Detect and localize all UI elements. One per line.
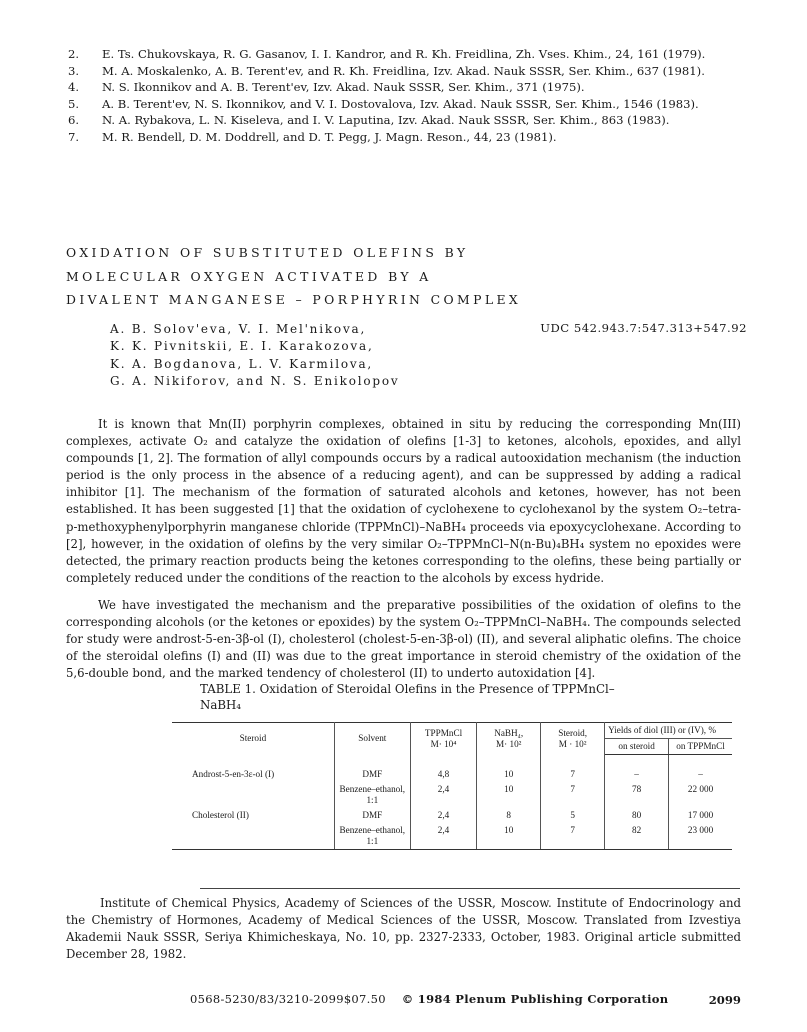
- udc-code: UDC 542.943.7:547.313+547.92: [540, 321, 747, 335]
- page-number: 2099: [708, 993, 741, 1007]
- title-line: MOLECULAR OXYGEN ACTIVATED BY A: [66, 268, 432, 284]
- article-body: [66, 416, 741, 692]
- article-code: 0568-5230/83/3210-2099$07.50: [190, 992, 386, 1006]
- author-line: K. K. Pivnitskii, E. I. Karakozova,: [110, 339, 374, 354]
- affiliation-footnote: Institute of Chemical Physics, Academy of Sciences of the USSR, Moscow. Institute of Endocrinology and the Chemistry of Hormones, Academy of Medical Sciences of the USSR, Moscow. Translated from Izvestiya Akademii Nauk SSSR, Seriya Khimicheskaya, No. 10, pp. 2327-2333, October, 1983. Original article submitted December 28, 1982.: [66, 896, 741, 962]
- header-solvent: Solvent: [334, 723, 410, 755]
- reference-item: 4. N. S. Ikonnikov and A. B. Terent'ev, Izv. Akad. Nauk SSSR, Ser. Khim., 371 (1975).: [68, 80, 585, 95]
- reference-item: 7. M. R. Bendell, D. M. Doddrell, and D. T. Pegg, J. Magn. Reson., 44, 23 (1981).: [68, 129, 557, 144]
- page-footer: [190, 992, 668, 1006]
- header-on-tppmncl: on TPPMnCl: [669, 739, 732, 755]
- table: [172, 722, 732, 850]
- header-on-steroid: on steroid: [605, 739, 669, 755]
- header-tppmncl: TPPMnCl M· 10⁴: [410, 723, 476, 755]
- reference-item: 5. A. B. Terent'ev, N. S. Ikonnikov, and V. I. Dostovalova, Izv. Akad. Nauk SSSR, Ser. Khim., 1546 (1983).: [68, 96, 699, 111]
- data-table: [172, 722, 732, 850]
- header-steroid: Steroid: [172, 723, 334, 755]
- table-row: Benzene–ethanol, 1:1 2,4 10 7 82 23 000: [172, 823, 732, 850]
- reference-item: 3. M. A. Moskalenko, A. B. Terent'ev, and R. Kh. Freidlina, Izv. Akad. Nauk SSSR, Ser. Khim., 637 (1981).: [68, 63, 705, 78]
- reference-item: 2. E. Ts. Chukovskaya, R. G. Gasanov, I. I. Kandror, and R. Kh. Freidlina, Zh. Vses. Khim., 24, 161 (1979).: [68, 47, 706, 61]
- table-caption: TABLE 1. Oxidation of Steroidal Olefins in the Presence of TPPMnCl– NaBH₄: [200, 682, 615, 712]
- author-line: K. A. Bogdanova, L. V. Karmilova,: [110, 356, 374, 371]
- author-list: [110, 321, 399, 390]
- title-line: DIVALENT MANGANESE – PORPHYRIN COMPLEX: [66, 292, 522, 307]
- author-line: G. A. Nikiforov, and N. S. Enikolopov: [110, 373, 400, 388]
- footnote-divider: [200, 888, 740, 889]
- reference-list: [60, 46, 750, 146]
- title-line: OXIDATION OF SUBSTITUTED OLEFINS BY: [66, 245, 469, 260]
- table-row: Androst-5-en-3ε-ol (I) DMF 4,8 10 7 – –: [172, 755, 732, 783]
- article-title: [66, 241, 521, 312]
- paragraph: It is known that Mn(II) porphyrin complexes, obtained in situ by reducing the corresponding Mn(III) complexes, activate O₂ and catalyze the oxidation of olefins [1-3] to ketones, alcohols, epoxides, and allyl compounds [1, 2]. The formation of allyl compounds occurs by a radical autooxidation mechanism (the induction period is the only process in the absence of a reducing agent), and can be suppressed by adding a radical inhibitor [1]. The mechanism of the formation of saturated alcohols and ketones, however, has not been established. It has been suggested [1] that the oxidation of cyclohexene to cyclohexanol by the system O₂–tetra-p-methoxyphenylporphyrin manganese chloride (TPPMnCl)–NaBH₄ proceeds via epoxycyclohexane. According to [2], however, in the oxidation of olefins by the very similar O₂–TPPMnCl–N(n-Bu)₄BH₄ system no epoxides were detected, the primary reaction products being the ketones corresponding to the olefins, these being partially or completely reduced under the conditions of the reaction to the alcohols by excess hydride.: [66, 417, 741, 585]
- header-yields: Yields of diol (III) or (IV), %: [605, 723, 732, 739]
- copyright-notice: © 1984 Plenum Publishing Corporation: [401, 992, 669, 1006]
- table-header-row: [172, 723, 732, 739]
- table-row: Cholesterol (II) DMF 2,4 8 5 80 17 000: [172, 808, 732, 823]
- table-row: Benzene–ethanol, 1:1 2,4 10 7 78 22 000: [172, 782, 732, 808]
- paragraph: We have investigated the mechanism and the preparative possibilities of the oxidation of olefins to the corresponding alcohols (or the ketones or epoxides) by the system O₂–TPPMnCl–NaBH₄. The compounds selected for study were androst-5-en-3β-ol (I), cholesterol (cholest-5-en-3β-ol) (II), and several aliphatic olefins. The choice of the steroidal olefins (I) and (II) was due to the great importance in steroid chemistry of the oxidation of the 5,6-double bond, and the marked tendency of cholesterol (II) to underto autoxidation [4].: [66, 597, 741, 681]
- header-nabh4: NaBH₄, M· 10²: [477, 723, 541, 755]
- reference-item: 6. N. A. Rybakova, L. N. Kiseleva, and I. V. Laputina, Izv. Akad. Nauk SSSR, Ser. Khim., 863 (1983).: [68, 113, 670, 128]
- header-steroid-conc: Steroid, M · 10²: [541, 723, 605, 755]
- author-line: A. B. Solov'eva, V. I. Mel'nikova,: [110, 322, 367, 336]
